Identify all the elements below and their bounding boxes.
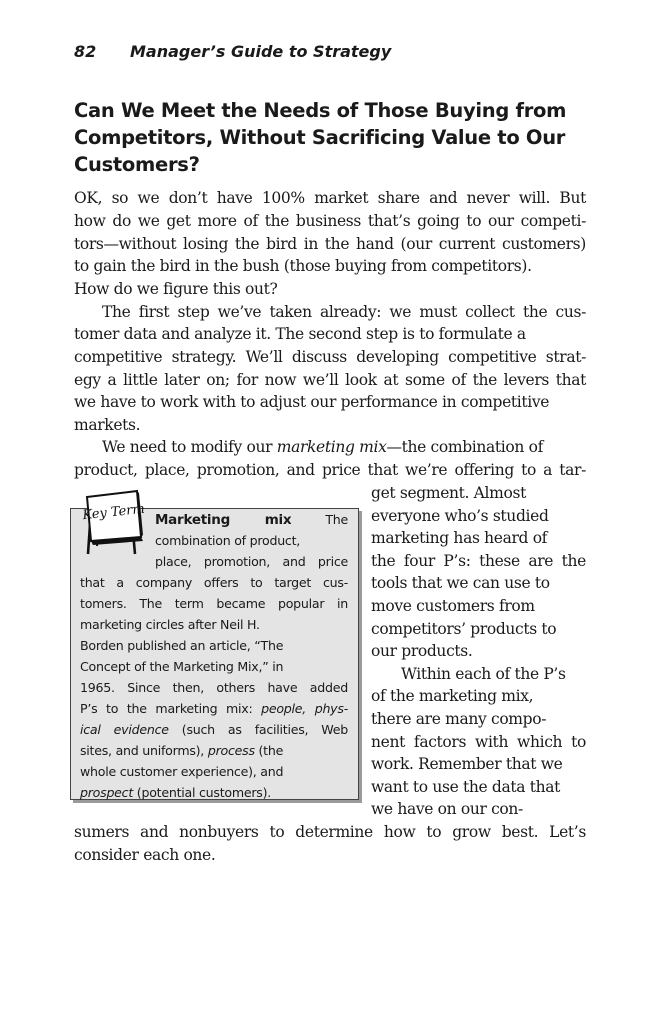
page-number: 82 xyxy=(74,42,97,61)
key-term-label: Key Term xyxy=(81,501,146,524)
sidebar-line: ical evidence (such as facilities, Web xyxy=(80,722,348,737)
body-line: move customers from xyxy=(371,597,535,615)
section-title: Can We Meet the Needs of Those Buying from Competitors, Without Sacrificing Value to Our Customers? xyxy=(74,99,567,176)
body-line: sumers and nonbuyers to determine how to grow best. Let’s xyxy=(74,823,586,841)
marketing-mix-emphasis: marketing mix xyxy=(276,438,387,456)
body-line: OK, so we don’t have 100% market share and never will. But xyxy=(74,189,586,207)
sidebar-line: Borden published an article, “The xyxy=(80,638,284,653)
body-line: tools that we can use to xyxy=(371,574,550,592)
body-line: competitors’ products to xyxy=(371,620,557,638)
sidebar-line: Marketing mix The xyxy=(155,512,348,528)
body-line: there are many compo- xyxy=(371,710,547,728)
body-line: of the marketing mix, xyxy=(371,687,534,705)
body-line: get segment. Almost xyxy=(371,484,526,502)
body-line: work. Remember that we xyxy=(371,755,563,773)
body-line: we have to work with to adjust our performance in competitive xyxy=(74,393,550,411)
sidebar-line: 1965. Since then, others have added xyxy=(80,680,348,695)
book-title: Manager’s Guide to Strategy xyxy=(130,42,392,61)
body-line: competitive strategy. We’ll discuss developing competitive strat- xyxy=(74,348,586,366)
body-line: product, place, promotion, and price that we’re offering to a tar- xyxy=(74,461,586,479)
sidebar-line: place, promotion, and price xyxy=(155,554,348,569)
body-line: The first step we’ve taken already: we must collect the cus- xyxy=(102,303,586,321)
sidebar-line: that a company offers to target cus- xyxy=(80,575,348,590)
body-line: nent factors with which to xyxy=(371,733,586,751)
sidebar-line: P’s to the marketing mix: people, phys- xyxy=(80,701,348,716)
key-term-title: Marketing mix xyxy=(155,512,292,528)
sidebar-line: tomers. The term became popular in xyxy=(80,596,348,611)
sidebar-line: marketing circles after Neil H. xyxy=(80,617,260,632)
body-line: tomer data and analyze it. The second step is to formulate a xyxy=(74,325,526,343)
sidebar-line: combination of product, xyxy=(155,533,301,548)
sidebar-line: whole customer experience), and xyxy=(80,764,284,779)
body-line: our products. xyxy=(371,642,473,660)
body-line: consider each one. xyxy=(74,846,216,864)
running-header xyxy=(74,42,391,62)
sidebar-line: Concept of the Marketing Mix,” in xyxy=(80,659,284,674)
body-line: egy a little later on; for now we’ll look at some of the levers that xyxy=(74,371,586,389)
body-line: everyone who’s studied xyxy=(371,507,549,525)
body-line: How do we figure this out? xyxy=(74,280,278,298)
body-line: marketing has heard of xyxy=(371,529,548,547)
body-line: tors—without losing the bird in the hand (our current customers) xyxy=(74,235,586,253)
body-line: the four P’s: these are the xyxy=(371,552,586,570)
body-line: Within each of the P’s xyxy=(401,665,566,683)
body-line: to gain the bird in the bush (those buying from competitors). xyxy=(74,257,532,275)
key-term-easel-icon xyxy=(77,488,153,558)
sidebar-line: sites, and uniforms), process (the xyxy=(80,743,284,758)
body-line: markets. xyxy=(74,416,141,434)
body-line: want to use the data that xyxy=(371,778,560,796)
body-line: we have on our con- xyxy=(371,800,523,818)
body-line: how do we get more of the business that’s going to our competi- xyxy=(74,212,586,230)
body-line: We need to modify our marketing mix—the combination of xyxy=(102,438,543,456)
sidebar-line: prospect (potential customers). xyxy=(80,785,272,800)
